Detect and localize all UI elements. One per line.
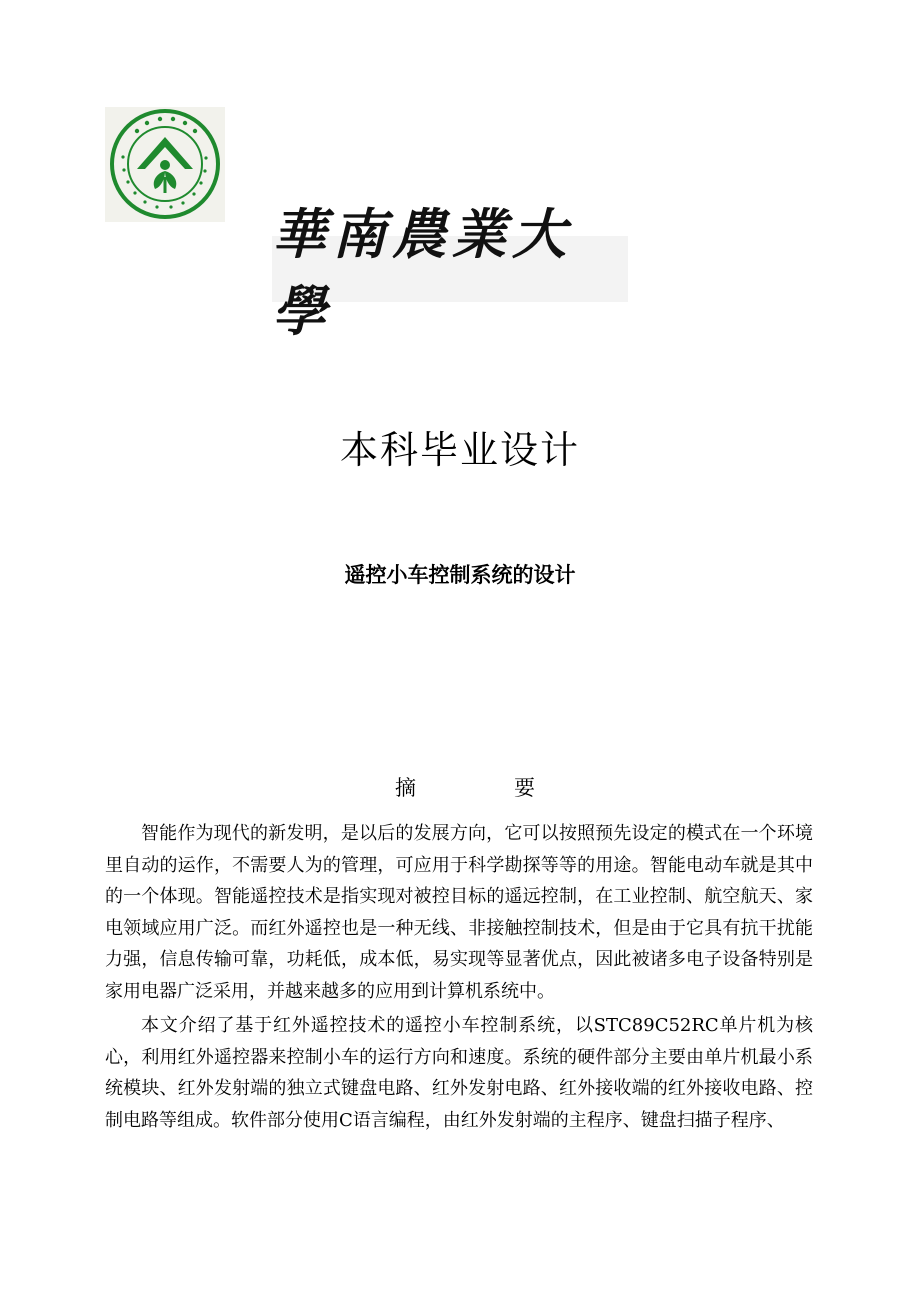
document-title: 本科毕业设计 xyxy=(339,428,580,472)
abstract-heading-left: 摘 xyxy=(395,776,416,800)
abstract-body xyxy=(105,818,813,1136)
abstract-paragraph: 本文介绍了基于红外遥控技术的遥控小车控制系统，以STC89C52RC单片机为核心，利用红外遥控器来控制小车的运行方向和速度。系统的硬件部分主要由单片机最小系统模块、红外发射端的独立式键盘电路、红外发射电路、红外接收端的红外接收电路、控制电路等组成。软件部分使用C语言编程，由红外发射端的主程序、键盘扫描子程序、 xyxy=(105,1015,813,1131)
document-subtitle: 遥控小车控制系统的设计 xyxy=(344,563,576,587)
abstract-heading xyxy=(395,776,535,801)
university-logo xyxy=(105,107,225,222)
university-name-calligraphy: 華南農業大學 xyxy=(272,236,628,302)
abstract-heading-right: 要 xyxy=(514,776,535,800)
abstract-paragraph: 智能作为现代的新发明，是以后的发展方向，它可以按照预先设定的模式在一个环境里自动的运作，不需要人为的管理，可应用于科学勘探等等的用途。智能电动车就是其中的一个体现。智能遥控技术是指实现对被控目标的遥远控制，在工业控制、航空航天、家电领域应用广泛。而红外遥控也是一种无线、非接触控制技术，但是由于它具有抗干扰能力强，信息传输可靠，功耗低，成本低，易实现等显著优点，因此被诸多电子设备特别是家用电器广泛采用，并越来越多的应用到计算机系统中。 xyxy=(105,823,813,1002)
university-seal-icon xyxy=(105,107,225,222)
